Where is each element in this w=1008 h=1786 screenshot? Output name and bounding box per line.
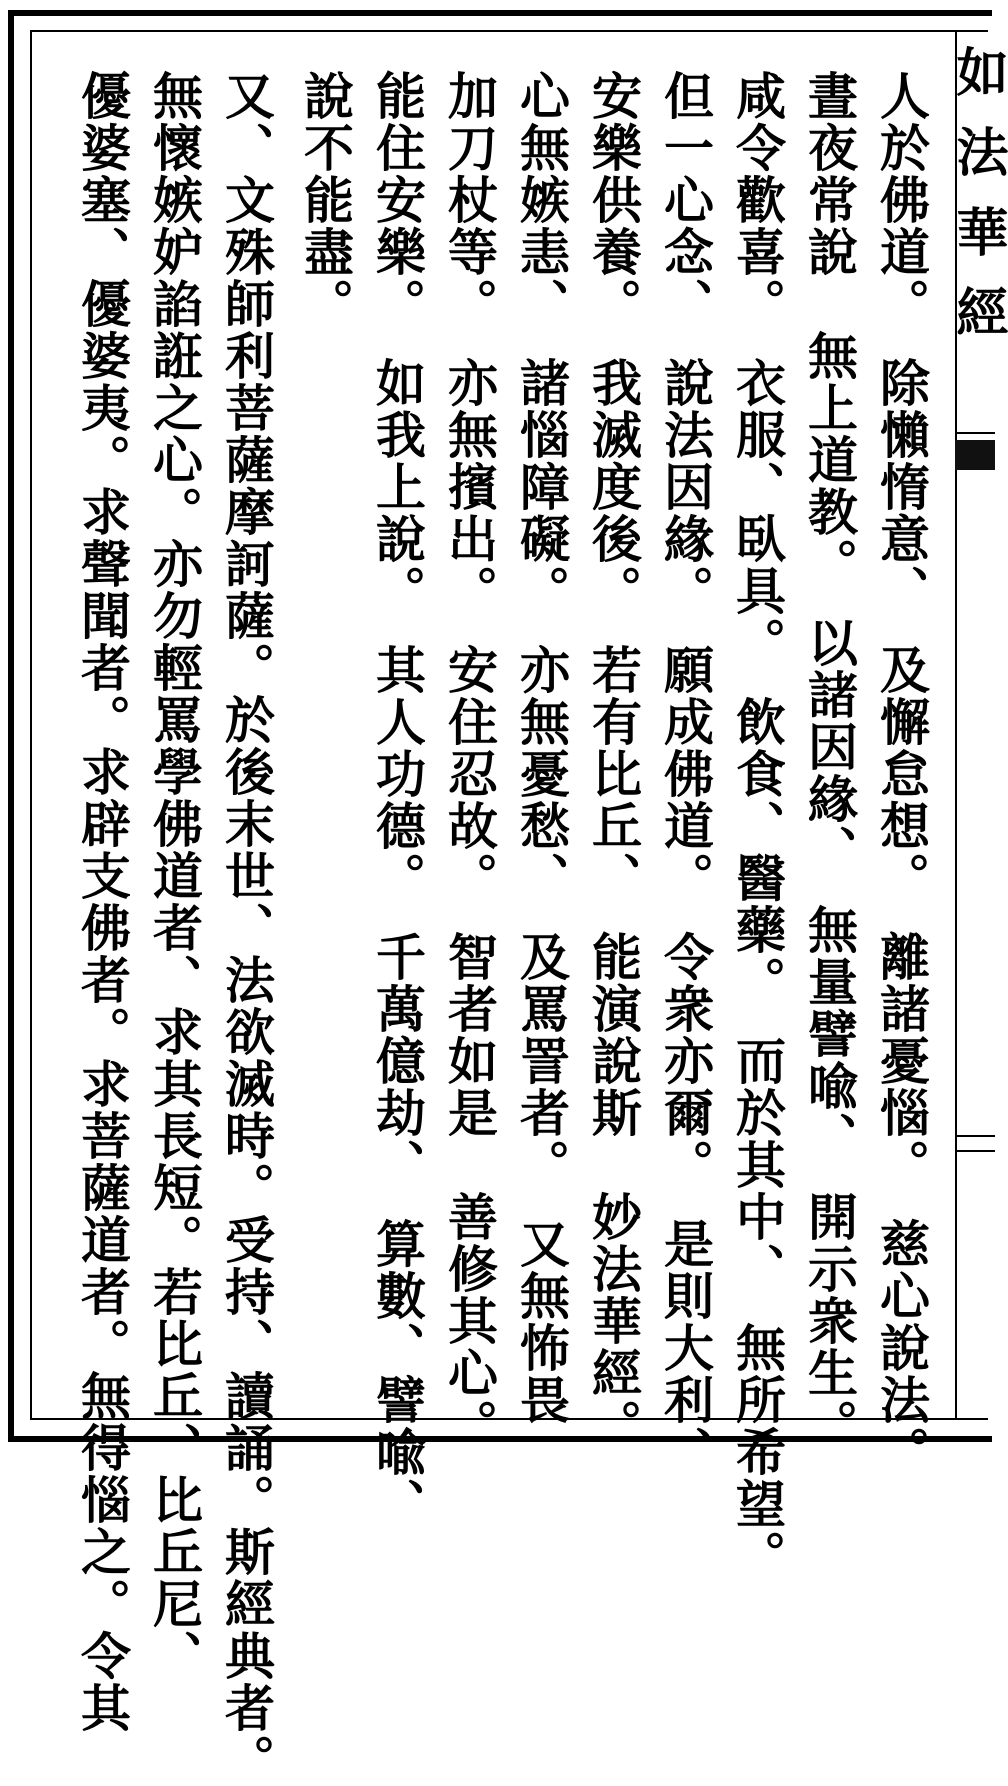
text-column: 心無嫉恚、 諸惱障礙。 亦無憂愁、 及罵詈者。 又無怖畏 [512,70,571,1426]
running-title: 如法華經 [947,45,1008,365]
text-column: 優婆塞、優婆夷。求聲聞者。求辟支佛者。求菩薩道者。無得惱之。令其 [73,70,132,1734]
text-column: 咸令歡喜。 衣服、臥具。 飲食、醫藥。 而於其中、 無所希望。 [728,70,787,1582]
text-column: 又、文殊師利菩薩摩訶薩。於後末世、法欲滅時。受持、讀誦。斯經典者。 [217,70,276,1786]
text-column: 晝夜常說 無上道教。 以諸因緣、 無量譬喩、 開示衆生。 [800,70,859,1451]
text-column: 人於佛道。 除懶惰意、 及懈怠想。 離諸憂惱。 慈心說法。 [872,70,931,1478]
text-column: 無懷嫉妒諂誑之心。亦勿輕罵學佛道者、求其長短。若比丘、比丘尼、 [145,70,204,1682]
text-column: 安樂供養。 我滅度後。 若有比丘、 能演說斯 妙法華經。 [584,70,643,1451]
text-column: 說不能盡。 [296,70,355,330]
band-divider [955,1150,995,1152]
band-divider [955,1135,995,1137]
fishtail-marker [955,440,995,470]
text-column: 但一心念、 說法因緣。 願成佛道。 令衆亦爾。 是則大利、 [656,70,715,1478]
text-column: 能住安樂。 如我上說。 其人功德。 千萬億劫、 算數、譬喩、 [368,70,427,1530]
text-column: 加刀杖等。 亦無擯出。 安住忍故。 智者如是 善修其心。 [440,70,499,1451]
